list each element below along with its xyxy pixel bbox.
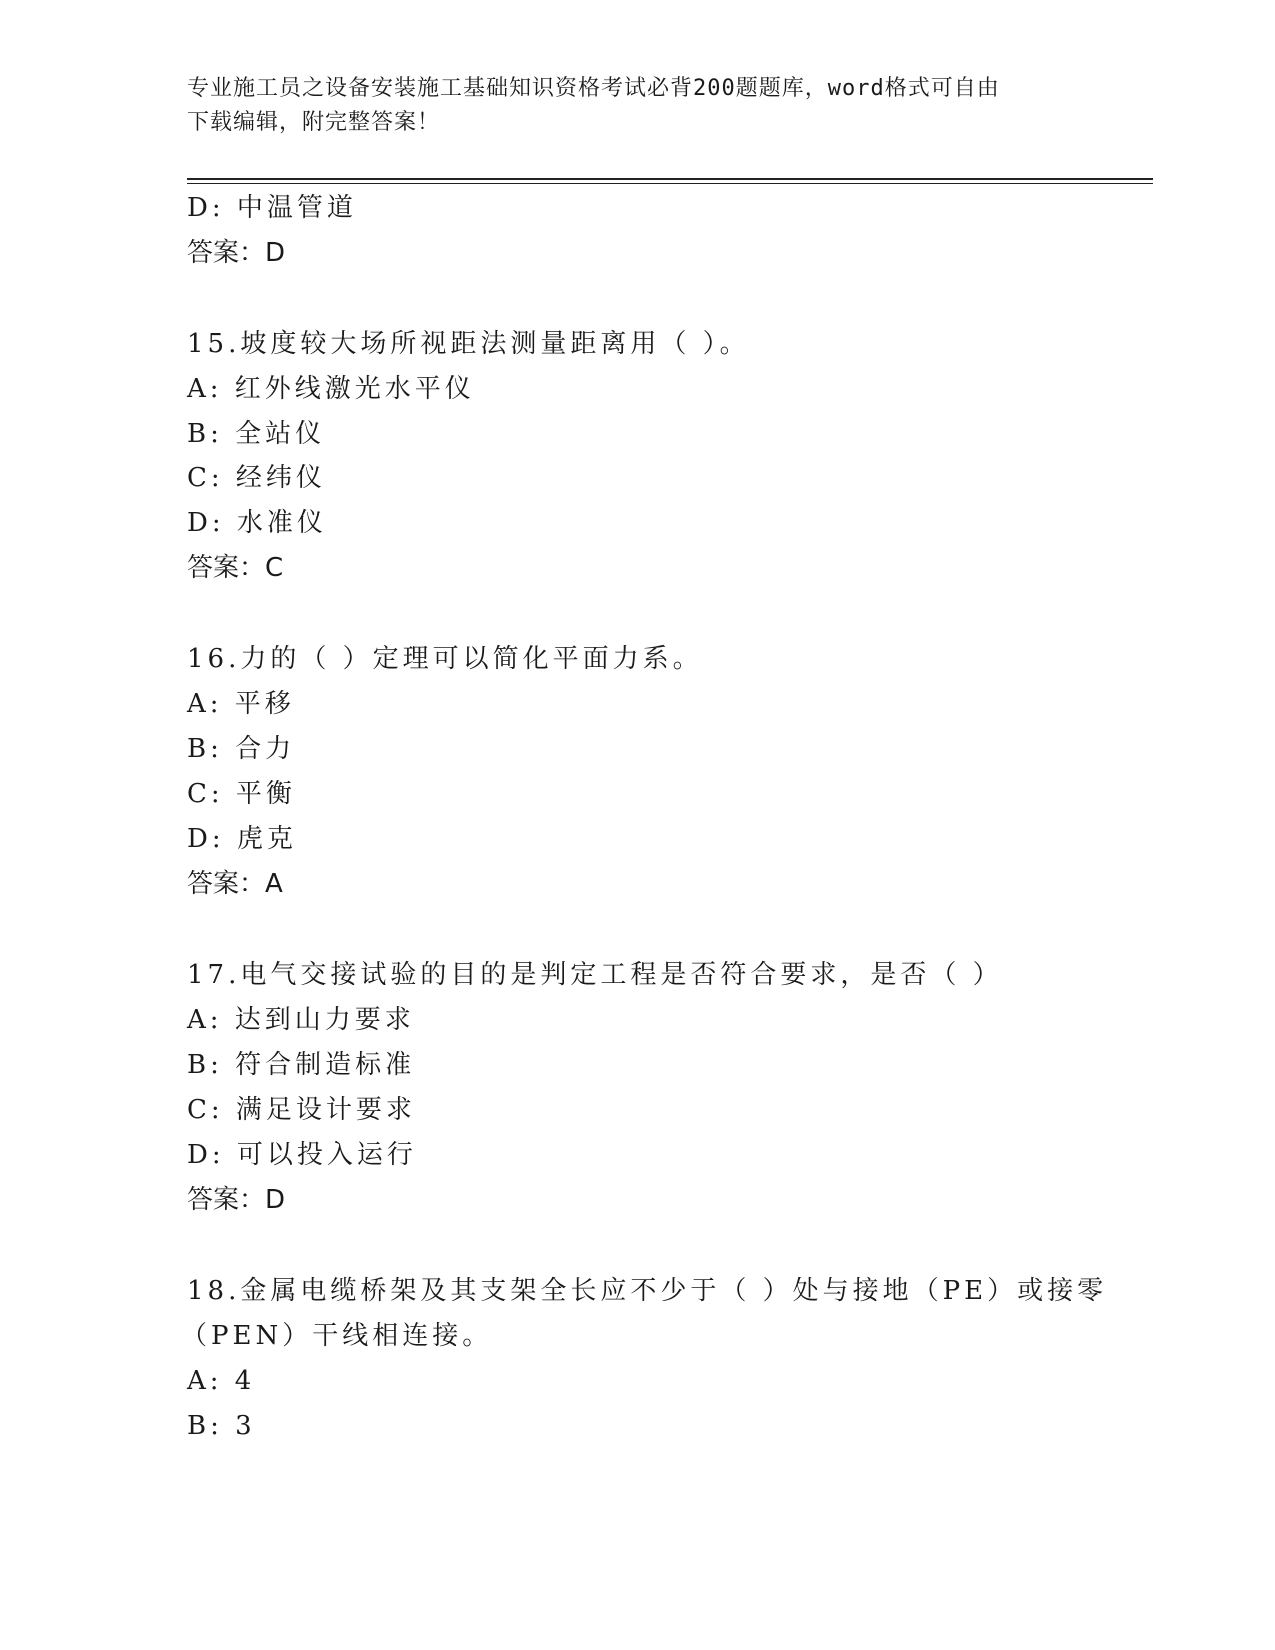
- q15-option-c: C: 经纬仪: [187, 463, 326, 493]
- q17-stem: 17.电气交接试验的目的是判定工程是否符合要求，是否（ ）: [187, 960, 1003, 990]
- q18-stem-line-1: 18.金属电缆桥架及其支架全长应不少于（ ）处与接地（PE）或接零: [187, 1276, 1108, 1306]
- header-line-1: 专业施工员之设备安装施工基础知识资格考试必背200题题库，word格式可自由: [187, 76, 1000, 101]
- q18-option-b: B: 3: [187, 1411, 256, 1441]
- q15-answer: 答案：C: [187, 553, 284, 583]
- q17-option-c: C: 满足设计要求: [187, 1095, 416, 1125]
- q14-option-d: D: 中温管道: [187, 193, 357, 223]
- q15-option-d: D: 水准仪: [187, 508, 327, 538]
- header-divider-thin: [187, 183, 1153, 184]
- header-line-2: 下载编辑，附完整答案！: [187, 110, 441, 135]
- q16-option-c: C: 平衡: [187, 779, 296, 809]
- q15-option-a: A: 红外线激光水平仪: [187, 374, 475, 404]
- q14-answer: 答案：D: [187, 238, 286, 268]
- q16-answer: 答案：A: [187, 869, 283, 899]
- q15-option-b: B: 全站仪: [187, 419, 326, 449]
- q16-option-b: B: 合力: [187, 734, 296, 764]
- q17-answer: 答案：D: [187, 1185, 286, 1215]
- q17-option-b: B: 符合制造标准: [187, 1050, 416, 1080]
- header-divider-thick: [187, 178, 1153, 180]
- q18-option-a: A: 4: [187, 1366, 256, 1396]
- document-header: [187, 72, 1067, 140]
- q17-option-a: A: 达到山力要求: [187, 1005, 415, 1035]
- q16-option-a: A: 平移: [187, 689, 295, 719]
- q17-option-d: D: 可以投入运行: [187, 1140, 417, 1170]
- q16-option-d: D: 虎克: [187, 824, 297, 854]
- q16-stem: 16.力的（ ）定理可以简化平面力系。: [187, 644, 703, 674]
- q18-stem-line-2: （PEN）干线相连接。: [181, 1321, 493, 1351]
- q15-stem: 15.坡度较大场所视距法测量距离用（ ）。: [187, 329, 750, 359]
